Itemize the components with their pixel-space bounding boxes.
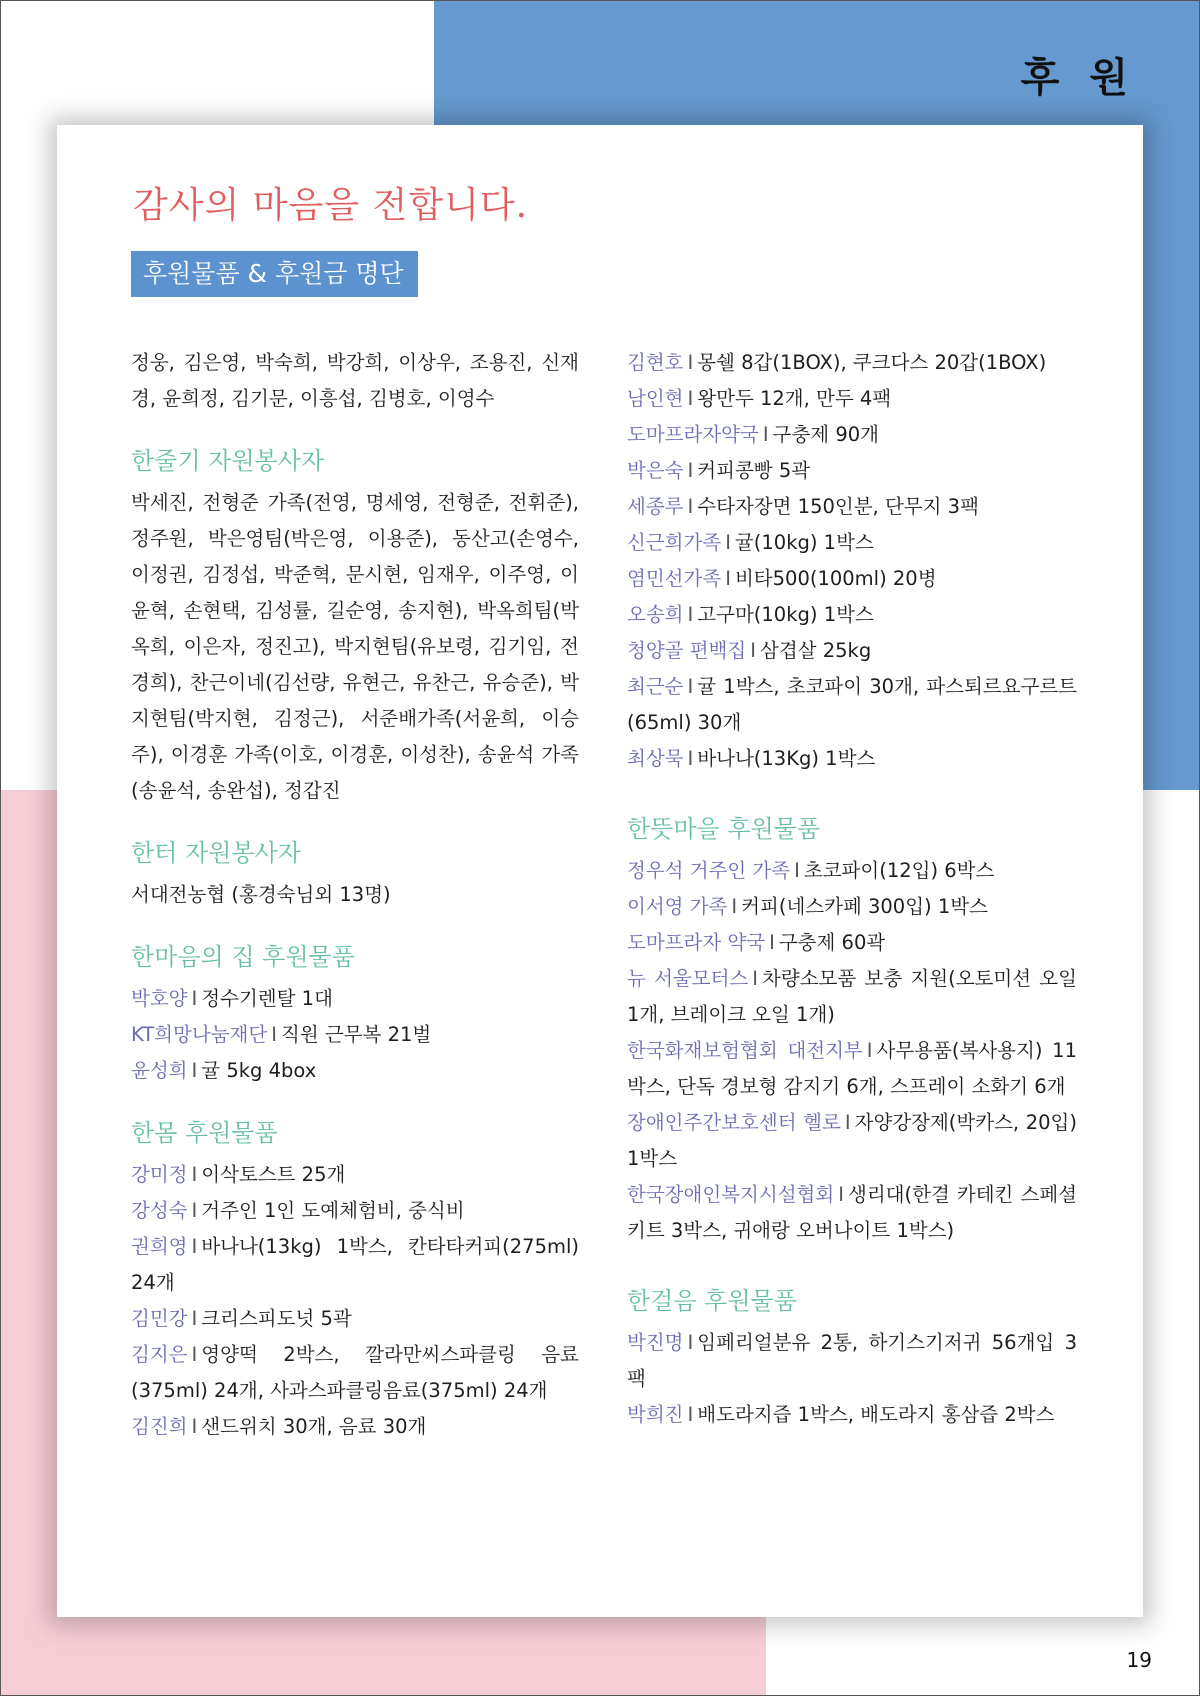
separator-bar: I bbox=[725, 531, 731, 554]
donor-name: 장애인주간보호센터 헬로 bbox=[627, 1111, 841, 1134]
donation-entry bbox=[627, 489, 1077, 525]
separator-bar: I bbox=[687, 459, 694, 482]
donation-entry bbox=[627, 669, 1077, 741]
donor-name: 세종루 bbox=[627, 495, 684, 518]
category-title: 한걸음 후원물품 bbox=[627, 1287, 797, 1315]
donor-name: 윤성희 bbox=[131, 1059, 188, 1082]
separator-bar: I bbox=[687, 351, 694, 374]
donation-list bbox=[131, 981, 579, 1089]
section-hantteut bbox=[627, 811, 1077, 1249]
separator-bar: I bbox=[687, 603, 694, 626]
donated-items: 차량소모품 보충 지원(오토미션 오일 1개, 브레이크 오일 1개) bbox=[627, 967, 1077, 1026]
donation-entry bbox=[627, 925, 1077, 961]
separator-bar: I bbox=[191, 1163, 198, 1186]
donor-name: 최상묵 bbox=[627, 747, 684, 770]
donor-name: 강성숙 bbox=[131, 1199, 188, 1222]
page-number: 19 bbox=[1126, 1648, 1152, 1672]
donor-name: 신근희가족 bbox=[627, 531, 722, 554]
donor-name: 남인현 bbox=[627, 387, 684, 410]
separator-bar: I bbox=[687, 1331, 694, 1354]
donor-name: 도마프라자 약국 bbox=[627, 931, 766, 954]
donor-name: 한국화재보험협회 대전지부 bbox=[627, 1039, 863, 1062]
donor-name: 김민강 bbox=[131, 1307, 188, 1330]
donation-entry bbox=[627, 345, 1077, 381]
section-hangeoreum bbox=[627, 1283, 1077, 1433]
donated-items: 커피콩빵 5곽 bbox=[697, 459, 811, 482]
donation-entry bbox=[627, 1325, 1077, 1397]
donated-items: 바나나(13kg) 1박스, 칸타타커피(275ml) 24개 bbox=[131, 1235, 579, 1294]
category-title: 한터 자원봉사자 bbox=[131, 839, 301, 867]
donated-items: 정수기렌탈 1대 bbox=[201, 987, 333, 1010]
donor-name: 박호양 bbox=[131, 987, 188, 1010]
donation-entry bbox=[627, 853, 1077, 889]
donor-name: 박은숙 bbox=[627, 459, 684, 482]
donated-items: 샌드위치 30개, 음료 30개 bbox=[201, 1415, 427, 1438]
donated-items: 구충제 60곽 bbox=[778, 931, 886, 954]
category-title: 한뜻마을 후원물품 bbox=[627, 815, 821, 843]
donated-items: 초코파이(12입) 6박스 bbox=[803, 859, 995, 882]
donor-name: 강미정 bbox=[131, 1163, 188, 1186]
donated-items: 비타500(100ml) 20병 bbox=[734, 567, 937, 590]
right-column bbox=[627, 345, 1077, 1433]
separator-bar: I bbox=[762, 423, 769, 446]
donated-items: 사무용품(복사용지) 11박스, 단독 경보형 감지기 6개, 스프레이 소화기 6개 bbox=[627, 1039, 1077, 1098]
separator-bar: I bbox=[750, 639, 756, 662]
intro-donor-names: 정웅, 김은영, 박숙희, 박강희, 이상우, 조용진, 신재경, 윤희정, 김기문, 이흥섭, 김병호, 이영수 bbox=[131, 351, 579, 410]
category-title: 한몸 후원물품 bbox=[131, 1119, 278, 1147]
donor-name: 염민선가족 bbox=[627, 567, 722, 590]
separator-bar: I bbox=[687, 1403, 694, 1426]
donated-items: 삼겹살 25kg bbox=[760, 639, 872, 662]
section-hanteo bbox=[131, 835, 579, 913]
donation-entry bbox=[131, 1409, 579, 1445]
separator-bar: I bbox=[191, 1307, 198, 1330]
donated-items: 귤(10kg) 1박스 bbox=[734, 531, 874, 554]
donation-entry bbox=[627, 561, 1077, 597]
donor-name: 박희진 bbox=[627, 1403, 684, 1426]
separator-bar: I bbox=[731, 895, 738, 918]
separator-bar: I bbox=[191, 1059, 198, 1082]
donation-entry bbox=[627, 525, 1077, 561]
separator-bar: I bbox=[725, 567, 731, 590]
separator-bar: I bbox=[191, 1199, 198, 1222]
donated-items: 임페리얼분유 2통, 하기스기저귀 56개입 3팩 bbox=[627, 1331, 1077, 1390]
donation-entry bbox=[627, 961, 1077, 1033]
donated-items: 직원 근무복 21벌 bbox=[280, 1023, 432, 1046]
donation-entry bbox=[131, 1229, 579, 1301]
donation-entry bbox=[627, 1397, 1077, 1433]
headline: 감사의 마음을 전합니다. bbox=[133, 185, 529, 226]
donation-entry bbox=[627, 381, 1077, 417]
separator-bar: I bbox=[191, 1415, 198, 1438]
donation-entry bbox=[131, 1053, 579, 1089]
donor-name: 권희영 bbox=[131, 1235, 188, 1258]
donated-items: 영양떡 2박스, 깔라만씨스파클링 음료(375ml) 24개, 사과스파클링음료(375ml) 24개 bbox=[131, 1343, 579, 1402]
donation-entry bbox=[627, 1177, 1077, 1249]
donor-name: 김지은 bbox=[131, 1343, 188, 1366]
donation-entry bbox=[131, 1193, 579, 1229]
donor-name: 정우석 거주인 가족 bbox=[627, 859, 791, 882]
donation-entry bbox=[131, 1017, 579, 1053]
donor-name: 김진희 bbox=[131, 1415, 188, 1438]
separator-bar: I bbox=[191, 1343, 198, 1366]
separator-bar: I bbox=[844, 1111, 851, 1134]
donated-items: 자양강장제(박카스, 20입) 1박스 bbox=[627, 1111, 1077, 1170]
donor-name: KT희망나눔재단 bbox=[131, 1023, 268, 1046]
separator-bar: I bbox=[687, 747, 694, 770]
donation-entry bbox=[627, 417, 1077, 453]
donation-entry bbox=[131, 981, 579, 1017]
donor-name: 뉴 서울모터스 bbox=[627, 967, 749, 990]
separator-bar: I bbox=[687, 495, 694, 518]
donor-name: 청양골 편백집 bbox=[627, 639, 747, 662]
separator-bar: I bbox=[687, 675, 694, 698]
donor-name: 김현호 bbox=[627, 351, 684, 374]
separator-bar: I bbox=[866, 1039, 873, 1062]
section-hanmom bbox=[131, 1115, 579, 1445]
donation-list bbox=[627, 345, 1077, 777]
donated-items: 고구마(10kg) 1박스 bbox=[697, 603, 874, 626]
volunteer-names: 박세진, 전형준 가족(전영, 명세영, 전형준, 전휘준), 정주원, 박은영팀(박은영, 이용준), 동산고(손영수, 이정권, 김정섭, 박준혁, 문시현, 임재우, 이주영, 이윤혁, 손현택, 김성률, 길순영, 송지현), 박옥희팀(박옥희, 이은자, 정진고), 박지현팀(유보령, 김기임, 전경희), 찬근이네(김선량, 유현근, 유찬근, 유승준), 박지현팀(박지현, 김정근), 서준배가족(서윤희, 이승주), 이경훈 가족(이호, 이경훈, 이성찬), 송윤석 가족(송윤석, 송완섭), 정갑진 bbox=[131, 491, 579, 802]
list-banner: 후원물품 & 후원금 명단 bbox=[131, 251, 418, 297]
separator-bar: I bbox=[191, 1235, 198, 1258]
donation-entry bbox=[627, 889, 1077, 925]
content-card bbox=[57, 125, 1143, 1617]
separator-bar: I bbox=[769, 931, 775, 954]
category-title: 한마음의 집 후원물품 bbox=[131, 943, 355, 971]
donated-items: 바나나(13Kg) 1박스 bbox=[697, 747, 876, 770]
donation-entry bbox=[131, 1301, 579, 1337]
donated-items: 몽쉘 8갑(1BOX), 쿠크다스 20갑(1BOX) bbox=[697, 351, 1047, 374]
donor-name: 한국장애인복지시설협회 bbox=[627, 1183, 835, 1206]
donation-list bbox=[627, 1325, 1077, 1433]
donated-items: 귤 1박스, 초코파이 30개, 파스퇴르요구르트(65ml) 30개 bbox=[627, 675, 1077, 734]
separator-bar: I bbox=[271, 1023, 277, 1046]
donation-entry bbox=[627, 1033, 1077, 1105]
donation-entry bbox=[627, 633, 1077, 669]
category-title: 한줄기 자원봉사자 bbox=[131, 447, 325, 475]
left-column bbox=[131, 345, 579, 1445]
donation-entry bbox=[627, 741, 1077, 777]
donated-items: 거주인 1인 도예체험비, 중식비 bbox=[201, 1199, 465, 1222]
separator-bar: I bbox=[191, 987, 198, 1010]
donated-items: 왕만두 12개, 만두 4팩 bbox=[697, 387, 892, 410]
separator-bar: I bbox=[794, 859, 800, 882]
donated-items: 생리대(한결 카테킨 스페셜 키트 3박스, 귀애랑 오버나이트 1박스) bbox=[627, 1183, 1077, 1242]
donation-entry bbox=[627, 597, 1077, 633]
donation-entry bbox=[131, 1337, 579, 1409]
separator-bar: I bbox=[752, 967, 759, 990]
donation-entry bbox=[131, 1157, 579, 1193]
donated-items: 크리스피도넛 5곽 bbox=[201, 1307, 352, 1330]
section-title: 후 원 bbox=[1020, 55, 1136, 101]
donated-items: 커피(네스카페 300입) 1박스 bbox=[741, 895, 988, 918]
donation-entry bbox=[627, 453, 1077, 489]
separator-bar: I bbox=[687, 387, 694, 410]
donated-items: 이삭토스트 25개 bbox=[201, 1163, 346, 1186]
section-hanjulgi bbox=[131, 443, 579, 809]
donor-name: 박진명 bbox=[627, 1331, 684, 1354]
donated-items: 구충제 90개 bbox=[772, 423, 879, 446]
donation-entry bbox=[627, 1105, 1077, 1177]
donated-items: 귤 5kg 4box bbox=[201, 1059, 317, 1082]
donated-items: 수타자장면 150인분, 단무지 3팩 bbox=[697, 495, 979, 518]
donor-name: 최근순 bbox=[627, 675, 684, 698]
donation-list bbox=[131, 1157, 579, 1445]
donation-list bbox=[627, 853, 1077, 1249]
volunteer-names: 서대전농협 (홍경숙님외 13명) bbox=[131, 883, 391, 906]
donor-name: 오송희 bbox=[627, 603, 684, 626]
donor-name: 도마프라자약국 bbox=[627, 423, 759, 446]
separator-bar: I bbox=[838, 1183, 844, 1206]
section-hanmaeum bbox=[131, 939, 579, 1089]
donor-name: 이서영 가족 bbox=[627, 895, 728, 918]
donated-items: 배도라지즙 1박스, 배도라지 홍삼즙 2박스 bbox=[697, 1403, 1055, 1426]
